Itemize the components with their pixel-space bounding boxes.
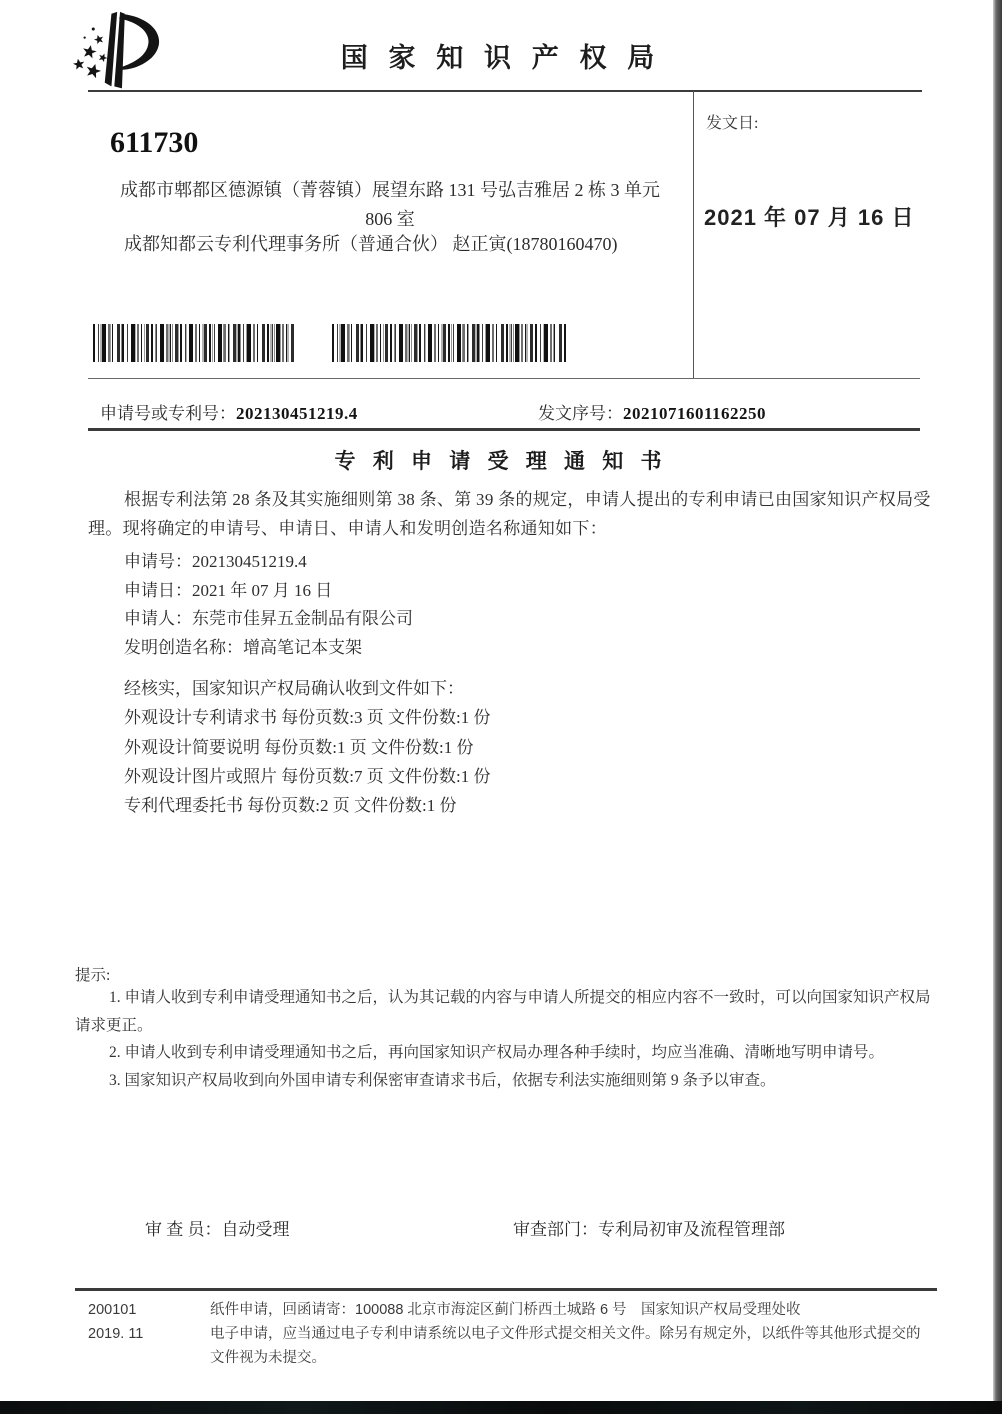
field-row-applicant [124,605,413,634]
field-value: 增高笔记本支架 [243,637,362,657]
field-label: 申请日： [124,580,192,600]
dispatch-date-label: 发文日: [706,115,759,132]
application-number-label: 申请号或专利号： [100,404,236,423]
recipient-agency-line: 成都知都云专利代理事务所（普通合伙） 赵正寅(18780160470) [124,234,618,254]
examiner-label: 审 查 员： [145,1220,222,1239]
dispatch-date-value: 2021 年 07 月 16 日 [704,205,915,230]
footer-version-code: 2019. 11 [88,1326,144,1342]
footer-form-code: 200101 [88,1302,137,1318]
received-file-row: 专利代理委托书 每份页数:2 页 文件份数:1 份 [124,796,457,816]
field-label: 申请号： [124,552,192,571]
examiner-value: 自动受理 [221,1220,290,1239]
divider-below-numbers [88,428,920,431]
examiner-cell [145,1215,290,1240]
received-file-row: 外观设计图片或照片 每份页数:7 页 文件份数:1 份 [124,766,491,786]
department-cell [513,1215,785,1240]
field-value: 202130451219.4 [192,552,307,571]
footer-paper-line: 纸件申请，回函请寄：100088 北京市海淀区蓟门桥西土城路 6 号 国家知识产权局受理处收 [210,1302,801,1318]
application-number-cell [100,399,358,424]
hints-list [75,984,931,1094]
dispatch-box-border [693,91,694,378]
received-intro: 经核实，国家知识产权局确认收到文件如下： [124,679,464,698]
field-row-application-number [124,548,413,577]
received-files-block [124,674,490,820]
field-row-invention-name [124,634,413,663]
recipient-code: 611730 [110,126,199,159]
divider-above-numbers [88,378,920,379]
hint-item-1: 1. 申请人收到专利申请受理通知书之后，认为其记载的内容与申请人所提交的相应内容不一致时，可以向国家知识产权局请求更正。 [75,989,931,1034]
field-label: 发明创造名称： [124,637,243,657]
serial-number-cell [538,399,766,424]
hint-item-2: 2. 申请人收到专利申请受理通知书之后，再向国家知识产权局办理各种手续时，均应当准确、清晰地写明申请号。 [109,1044,885,1061]
footer-electronic-line: 电子申请，应当通过电子专利申请系统以电子文件形式提交相关文件。除另有规定外，以纸件等其他形式提交的文件视为未提交。 [210,1326,921,1366]
field-value: 东莞市佳昇五金制品有限公司 [192,609,413,628]
notice-intro: 根据专利法第 28 条及其实施细则第 38 条、第 39 条的规定，申请人提出的专利申请已由国家知识产权局受理。现将确定的申请号、申请日、申请人和发明创造名称通知如下： [88,490,931,538]
field-value: 2021 年 07 月 16 日 [192,580,333,600]
recipient-address-line2: 806 室 [365,209,415,229]
application-number-value: 202130451219.4 [236,404,358,423]
footer-codes [88,1298,143,1346]
received-file-row: 外观设计专利请求书 每份页数:3 页 文件份数:1 份 [124,708,491,728]
page-edge-shadow [993,0,1002,1414]
field-row-application-date [124,577,413,606]
barcode-right [332,324,568,362]
serial-number-label: 发文序号： [538,404,623,423]
barcode-left [93,324,295,362]
field-label: 申请人： [124,609,192,628]
recipient-address-line1: 成都市郫都区德源镇（菁蓉镇）展望东路 131 号弘吉雅居 2 栋 3 单元 [120,180,660,200]
footer-text [210,1298,934,1370]
header-divider [88,90,922,92]
department-value: 专利局初审及流程管理部 [598,1220,785,1239]
page-bottom-shadow [0,1401,1002,1414]
recipient-address [98,176,682,234]
department-label: 审查部门： [513,1220,598,1239]
notice-title: 专 利 申 请 受 理 通 知 书 [334,449,668,473]
received-file-row: 外观设计简要说明 每份页数:1 页 文件份数:1 份 [124,737,474,757]
serial-number-value: 2021071601162250 [623,404,767,423]
footer-divider [75,1288,937,1291]
agency-title: 国 家 知 识 产 权 局 [340,43,662,73]
hints-title: 提示: [75,967,111,984]
application-fields [124,548,413,662]
hint-item-3: 3. 国家知识产权局收到向外国申请专利保密审查请求书后，依据专利法实施细则第 9 条予以审查。 [109,1071,776,1089]
